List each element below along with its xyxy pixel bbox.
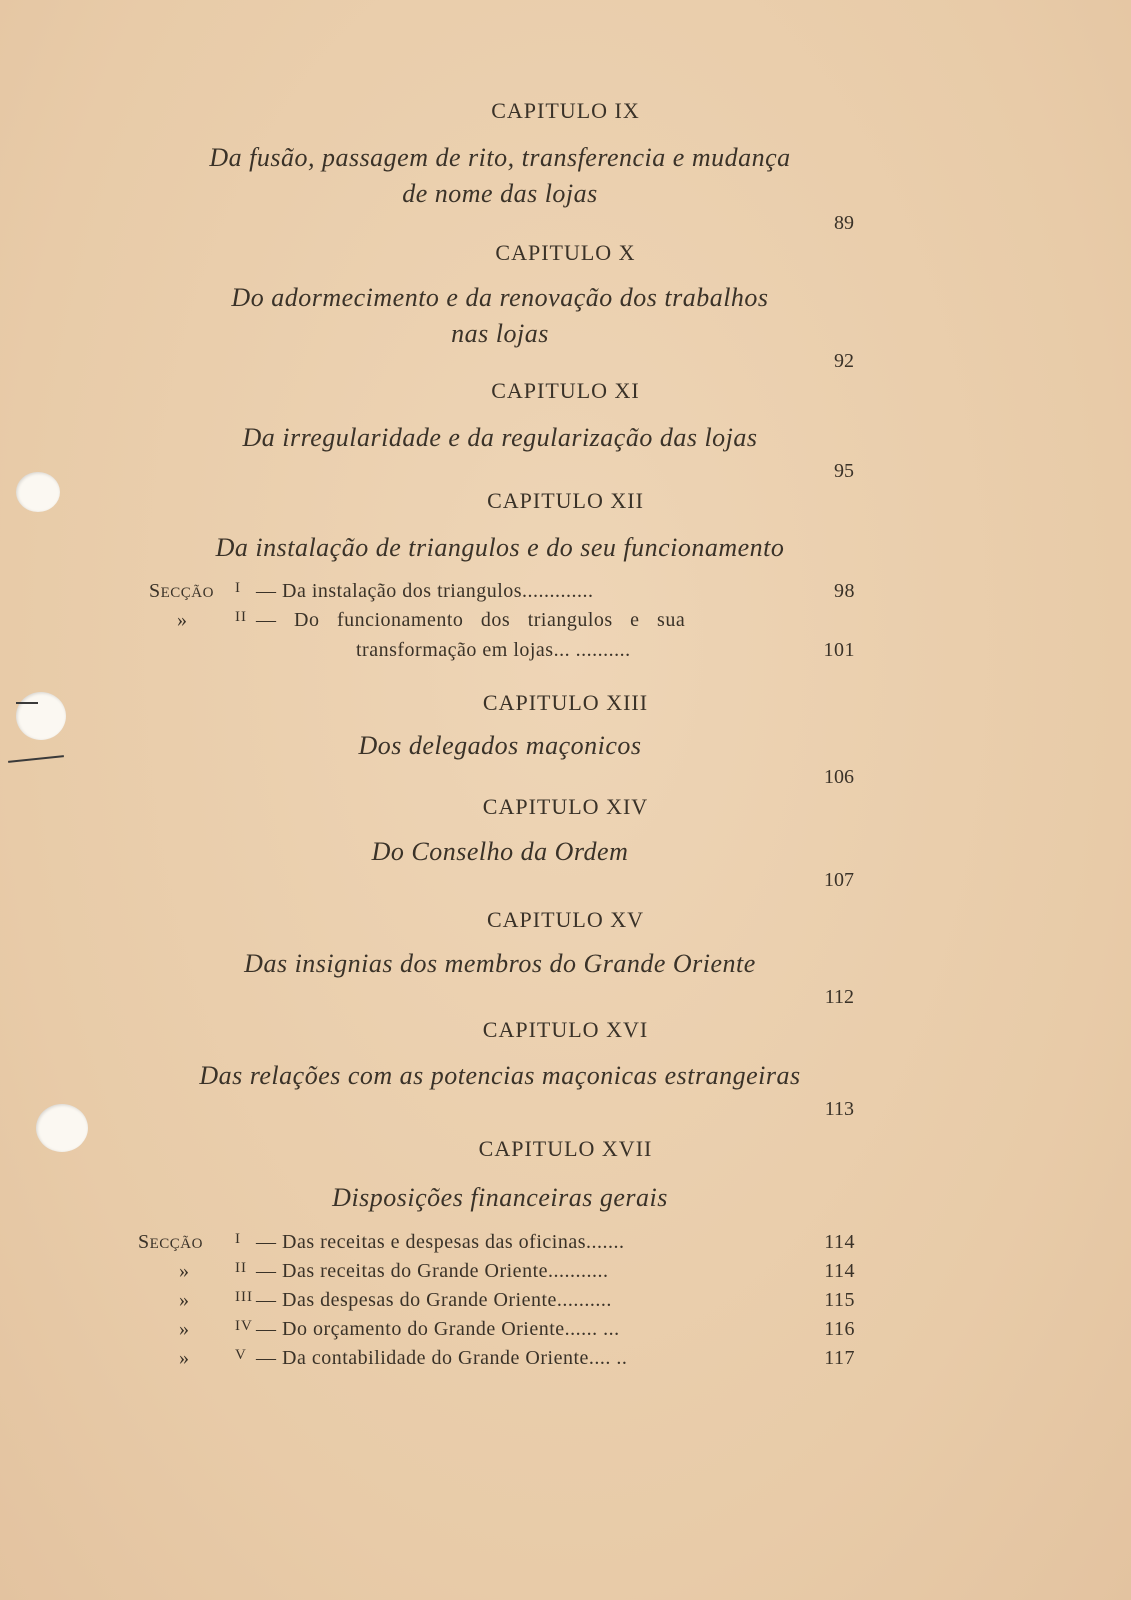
section-number: II	[235, 609, 247, 625]
section-page: 115	[824, 1289, 855, 1311]
section-page: 117	[824, 1347, 855, 1369]
chapter-heading: CAPITULO XVII	[478, 1136, 653, 1161]
section-label: »	[179, 1289, 190, 1311]
section-number: II	[235, 1260, 247, 1276]
section-number: I	[235, 580, 241, 596]
chapter-heading: CAPITULO XV	[486, 907, 645, 932]
chapter-heading: CAPITULO XVI	[482, 1017, 649, 1042]
chapter-title: Dos delegados maçonicos	[358, 731, 642, 760]
section-title: — Da instalação dos triangulos.............	[256, 580, 594, 602]
chapter-title: Da fusão, passagem de rito, transferencia e mudança de nome das lojas	[209, 143, 791, 208]
section-title: — Das despesas do Grande Oriente..........	[256, 1289, 612, 1311]
chapter-heading: CAPITULO X	[495, 240, 636, 265]
section-row	[149, 1289, 855, 1319]
section-row	[138, 1231, 855, 1261]
section-row	[149, 1260, 855, 1290]
chapter-title: Da irregularidade e da regularização das lojas	[242, 423, 758, 452]
page-number: 92	[834, 350, 854, 372]
chapter-title: Disposições financeiras gerais	[332, 1183, 668, 1212]
chapter-title: Das relações com as potencias maçonicas estrangeiras	[199, 1061, 801, 1090]
chapter-heading: CAPITULO XIII	[482, 690, 649, 715]
section-page: 98	[834, 580, 855, 602]
section-label: »	[179, 1347, 190, 1369]
section-number: III	[235, 1289, 253, 1305]
chapter-title: Da instalação de triangulos e do seu funcionamento	[215, 533, 785, 562]
page-number: 89	[834, 212, 854, 234]
chapter-title: Das insignias dos membros do Grande Oriente	[244, 949, 756, 978]
section-title: — Da contabilidade do Grande Oriente.... ..	[256, 1347, 628, 1369]
section-row	[149, 1318, 855, 1348]
paper-tear-1	[8, 755, 64, 763]
section-label: »	[179, 1318, 190, 1340]
section-page: 101	[823, 639, 855, 661]
section-row	[149, 609, 855, 639]
chapter-title: Do Conselho da Ordem	[371, 837, 629, 866]
chapter-title: Do adormecimento e da renovação dos trabalhos nas lojas	[231, 283, 769, 348]
section-title: — Das receitas e despesas das oficinas.......	[256, 1231, 625, 1253]
section-title: — Do funcionamento dos triangulos e sua	[256, 609, 686, 631]
section-page: 116	[824, 1318, 855, 1340]
section-number: V	[235, 1347, 247, 1363]
page-number: 113	[824, 1098, 854, 1120]
section-title: — Do orçamento do Grande Oriente...... ...	[256, 1318, 620, 1340]
section-title: — Das receitas do Grande Oriente...........	[256, 1260, 609, 1282]
section-page: 114	[824, 1260, 855, 1282]
section-number: I	[235, 1231, 241, 1247]
section-row	[149, 1347, 855, 1377]
section-label: »	[177, 609, 188, 631]
section-label: SECÇÃO	[149, 580, 214, 602]
section-row	[149, 580, 855, 610]
chapter-heading: CAPITULO IX	[491, 98, 640, 123]
section-title-continuation: transformação em lojas... ..........	[356, 639, 631, 661]
page-number: 106	[824, 766, 854, 788]
chapter-heading: CAPITULO XIV	[482, 794, 649, 819]
chapter-heading: CAPITULO XII	[487, 488, 644, 513]
page-number: 112	[824, 986, 854, 1008]
page-number: 107	[824, 869, 854, 891]
section-row	[149, 639, 855, 669]
page-number: 95	[834, 460, 854, 482]
chapter-heading: CAPITULO XI	[491, 378, 640, 403]
section-number: IV	[235, 1318, 253, 1334]
section-label: »	[179, 1260, 190, 1282]
section-page: 114	[824, 1231, 855, 1253]
section-label: SECÇÃO	[138, 1231, 203, 1253]
